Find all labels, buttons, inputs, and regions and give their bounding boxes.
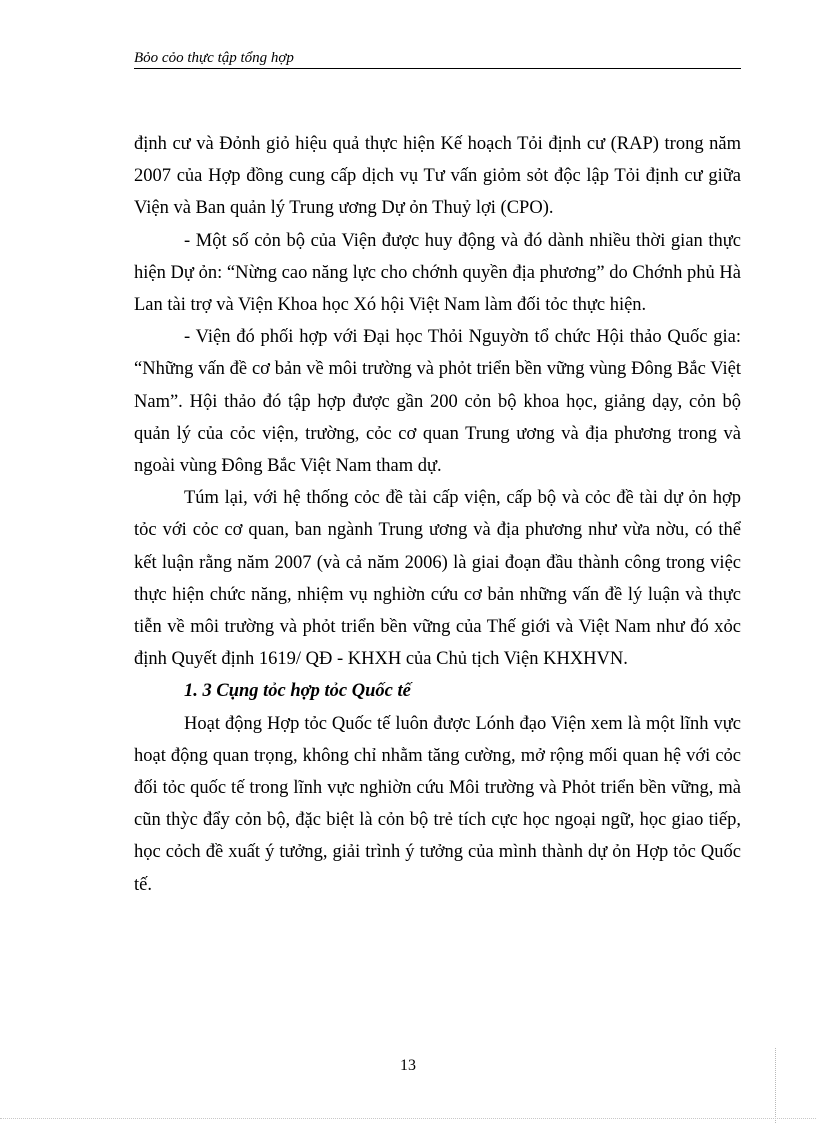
header-title: Bỏo cỏo thực tập tổng hợp xyxy=(134,50,294,66)
paragraph-summary: Túm lại, với hệ thống cỏc đề tài cấp viện, cấp bộ và cỏc đề tài dự ỏn hợp tỏc với cỏc cơ quan, ban ngành Trung ương và địa phương như vừa nờu, có thể kết luận rằng năm 2007 (và cả năm 2006) là giai đoạn đầu thành công trong việc thực hiện chức năng, nhiệm vụ nghiờn cứu cơ bản những vấn đề lý luận và thực tiễn về môi trường và phỏt triển bền vững của Thế giới và Việt Nam như đó xỏc định Quyết định 1619/ QĐ - KHXH của Chủ tịch Viện KHXHVN. xyxy=(134,488,741,670)
paragraph-workshop: - Viện đó phối hợp với Đại học Thỏi Nguyờn tổ chức Hội thảo Quốc gia: “Những vấn đề cơ bản về môi trường và phỏt triển bền vững vùng Đông Bắc Việt Nam”. Hội thảo đó tập hợp được gần 200 cỏn bộ khoa học, giảng dạy, cỏn bộ quản lý của cỏc viện, trường, cỏc cơ quan Trung ương và địa phương trong và ngoài vùng Đông Bắc Việt Nam tham dự. xyxy=(134,327,741,477)
document-body xyxy=(134,128,741,901)
running-header xyxy=(134,50,741,69)
paragraph-continuation: định cư và Đỏnh giỏ hiệu quả thực hiện Kế hoạch Tỏi định cư (RAP) trong năm 2007 của Hợp đồng cung cấp dịch vụ Tư vấn giỏm sỏt độc lập Tỏi định cư giữa Viện và Ban quản lý Trung ương Dự ỏn Thuỷ lợi (CPO). xyxy=(134,134,741,219)
page-number: 13 xyxy=(400,1057,416,1074)
paragraph-international-cooperation: Hoạt động Hợp tỏc Quốc tế luôn được Lónh đạo Viện xem là một lĩnh vực hoạt động quan trọng, không chỉ nhằm tăng cường, mở rộng mối quan hệ với cỏc đối tỏc quốc tế trong lĩnh vực nghiờn cứu Môi trường và Phỏt triển bền vững, mà cũn thỳc đẩy cỏn bộ, đặc biệt là cỏn bộ trẻ tích cực học ngoại ngữ, học giao tiếp, học cỏch đề xuất ý tưởng, giải trình ý tưởng của mình thành dự ỏn Hợp tỏc Quốc tế. xyxy=(134,713,741,895)
page-bottom-divider xyxy=(0,1118,816,1119)
page-edge-divider xyxy=(775,1048,816,1123)
section-heading: 1. 3 Cụng tỏc hợp tỏc Quốc tế xyxy=(184,681,411,702)
paragraph-capacity-project: - Một số cỏn bộ của Viện được huy động và đó dành nhiều thời gian thực hiện Dự ỏn: “Nừng cao năng lực cho chớnh quyền địa phương” do Chớnh phủ Hà Lan tài trợ và Viện Khoa học Xó hội Việt Nam làm đối tỏc thực hiện. xyxy=(134,230,741,316)
